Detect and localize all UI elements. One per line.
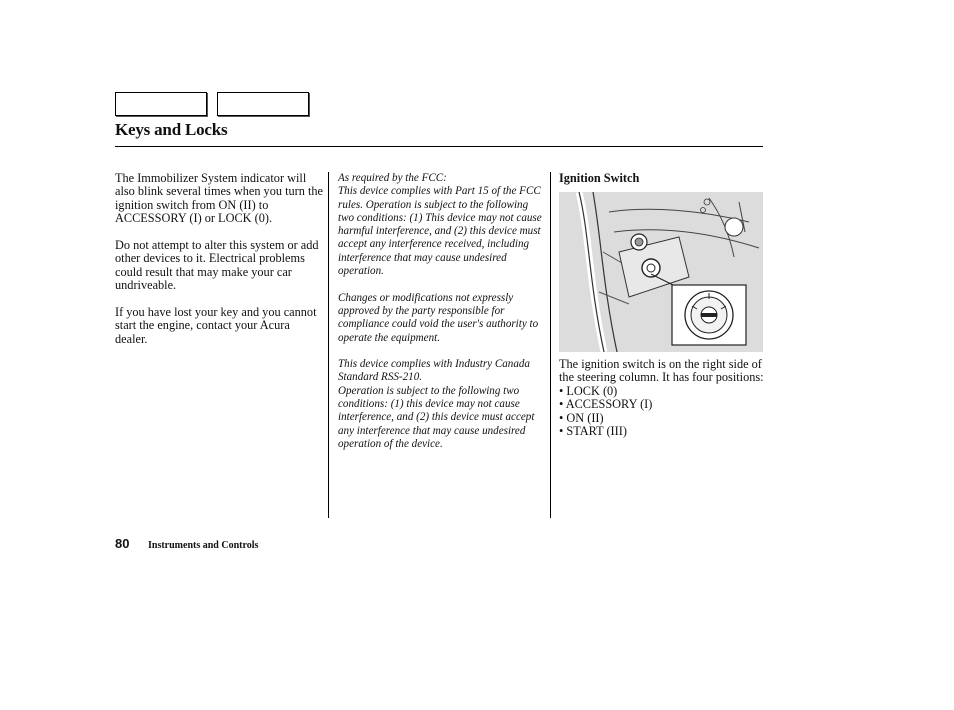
header-tab-box-right (217, 92, 309, 116)
list-item: • ACCESSORY (I) (559, 398, 764, 411)
canada-text: Operation is subject to the following two conditions: (1) this device may not cause interference, and (2) this device must accept any interference that may cause undesired operation of the device. (338, 384, 535, 450)
ignition-heading: Ignition Switch (559, 171, 640, 185)
page-title: Keys and Locks (115, 120, 228, 139)
column-compliance (338, 172, 546, 465)
column-divider-1 (328, 172, 329, 518)
column-divider-2 (550, 172, 551, 518)
list-item: • START (III) (559, 425, 764, 438)
column-ignition (559, 172, 764, 185)
ignition-switch-illustration (559, 192, 763, 352)
canada-intro: This device complies with Industry Canada Standard RSS-210. (338, 358, 530, 384)
list-item: • LOCK (0) (559, 385, 764, 398)
header-tab-box-left (115, 92, 207, 116)
fcc-intro: As required by the FCC: (338, 172, 447, 184)
page-number: 80 (115, 536, 130, 551)
ignition-positions-list (559, 385, 764, 439)
ignition-description: The ignition switch is on the right side of the steering column. It has four positions: (559, 357, 764, 385)
list-item: • ON (II) (559, 412, 764, 425)
lost-key-paragraph: If you have lost your key and you cannot start the engine, contact your Acura dealer. (115, 305, 317, 346)
section-name: Instruments and Controls (148, 540, 259, 551)
title-rule (115, 146, 763, 147)
ignition-description-block (559, 358, 764, 438)
fcc-text: This device complies with Part 15 of the FCC rules. Operation is subject to the following two conditions: (1) This device may not cause harmful interference, and (2) this device must accept any interference received, including interference that may cause undesired operation. (338, 185, 542, 278)
alteration-warning-paragraph: Do not attempt to alter this system or add other devices to it. Electrical problems could result that may make your car undriveable. (115, 238, 319, 293)
column-immobilizer (115, 172, 325, 360)
immobilizer-paragraph: The Immobilizer System indicator will also blink several times when you turn the ignition switch from ON (II) to ACCESSORY (I) or LOCK (0). (115, 171, 323, 226)
changes-text: Changes or modifications not expressly approved by the party responsible for compliance could void the user's authority to operate the equipment. (338, 291, 539, 344)
